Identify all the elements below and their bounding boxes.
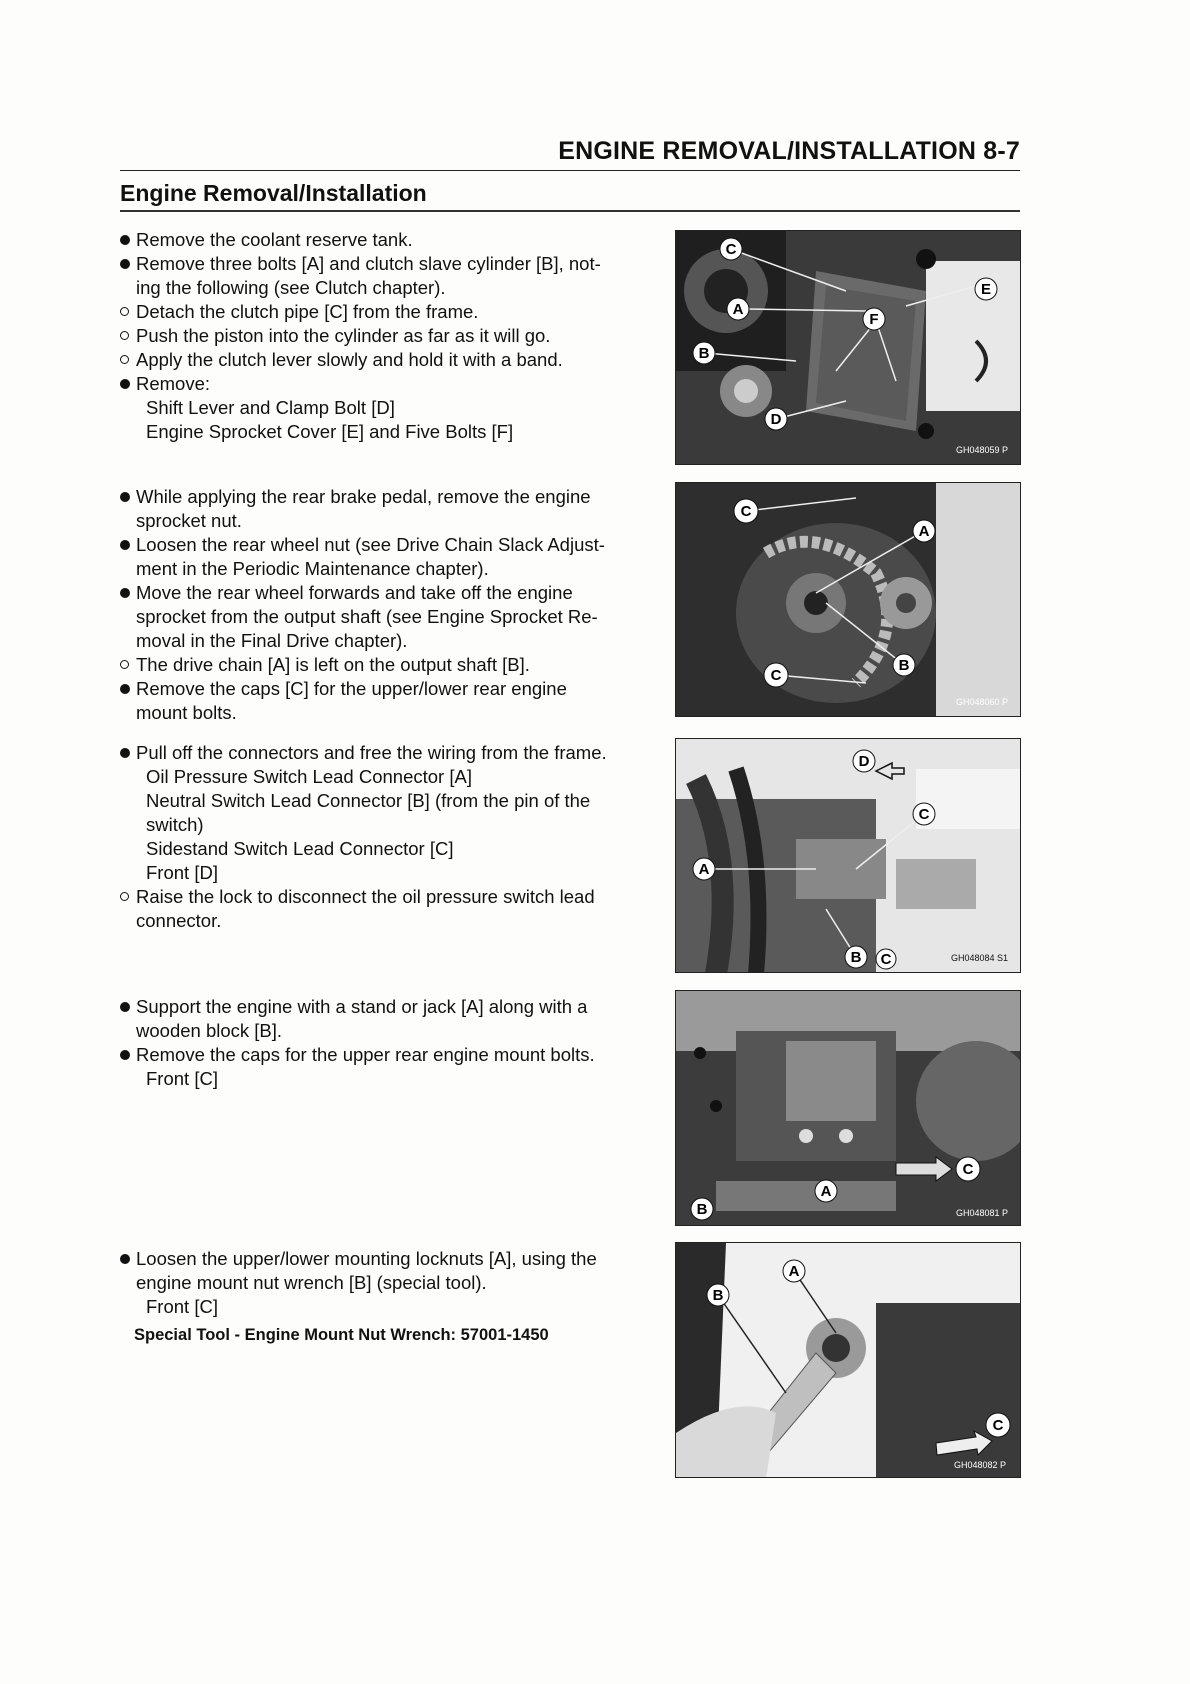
svg-text:C: C xyxy=(725,241,737,258)
sub-step-icon xyxy=(120,355,129,364)
instruction-line: Remove the coolant reserve tank. xyxy=(120,228,650,252)
list-item: Front [C] xyxy=(146,1296,218,1317)
bullet-icon xyxy=(120,748,130,758)
instruction-line: The drive chain [A] is left on the output shaft [B]. xyxy=(120,653,650,677)
photo-mount-nut-wrench xyxy=(675,1242,1021,1478)
bullet-icon xyxy=(120,1050,130,1060)
photo-illustration xyxy=(676,991,1021,1226)
header-rule xyxy=(120,170,1020,171)
photo-illustration xyxy=(676,739,1021,973)
instruction-line: Detach the clutch pipe [C] from the frame. xyxy=(120,300,650,324)
instruction-line: connector. xyxy=(136,910,222,931)
instruction-line: mount bolts. xyxy=(136,702,237,723)
svg-text:A: A xyxy=(698,861,710,878)
sub-step-icon xyxy=(120,660,129,669)
sub-step-icon xyxy=(120,307,129,316)
photo-engine-support xyxy=(675,990,1021,1226)
instruction-line: Remove the caps [C] for the upper/lower rear engine xyxy=(120,677,650,701)
instruction-line: Pull off the connectors and free the wiring from the frame. xyxy=(120,741,650,765)
instruction-line: Push the piston into the cylinder as far as it will go. xyxy=(120,324,650,348)
list-item: Sidestand Switch Lead Connector [C] xyxy=(146,838,454,859)
photo-engine-sprocket-cover xyxy=(675,230,1021,465)
bullet-icon xyxy=(120,259,130,269)
list-item: Neutral Switch Lead Connector [B] (from the pin of the xyxy=(146,790,591,811)
bullet-icon xyxy=(120,540,130,550)
instruction-line: Remove: xyxy=(120,372,650,396)
svg-text:B: B xyxy=(850,949,862,966)
instruction-line: moval in the Final Drive chapter). xyxy=(136,630,408,651)
special-tool-note: Special Tool - Engine Mount Nut Wrench: 57001-1450 xyxy=(134,1326,549,1344)
step-5-text xyxy=(120,1247,650,1347)
instruction-line: ment in the Periodic Maintenance chapter). xyxy=(136,558,489,579)
svg-text:C: C xyxy=(770,667,782,684)
photo-illustration xyxy=(676,483,1021,717)
instruction-line: sprocket from the output shaft (see Engine Sprocket Re- xyxy=(136,606,598,627)
svg-text:A: A xyxy=(732,301,744,318)
sub-step-icon xyxy=(120,892,129,901)
bullet-icon xyxy=(120,588,130,598)
svg-text:B: B xyxy=(696,1201,708,1218)
step-3-text xyxy=(120,741,650,933)
photo-illustration xyxy=(676,231,1021,465)
svg-text:A: A xyxy=(918,523,930,540)
list-item: Oil Pressure Switch Lead Connector [A] xyxy=(146,766,472,787)
list-item: switch) xyxy=(146,814,204,835)
instruction-line: ing the following (see Clutch chapter). xyxy=(136,277,446,298)
page-header xyxy=(0,0,1190,210)
instruction-line: Loosen the rear wheel nut (see Drive Chain Slack Adjust- xyxy=(120,533,650,557)
section-title-rule xyxy=(120,210,1020,212)
instruction-line: Loosen the upper/lower mounting locknuts [A], using the xyxy=(120,1247,650,1271)
svg-text:C: C xyxy=(992,1417,1004,1434)
photo-illustration xyxy=(676,1243,1021,1478)
svg-text:C: C xyxy=(740,503,752,520)
svg-text:A: A xyxy=(788,1263,800,1280)
instruction-line: Remove the caps for the upper rear engine mount bolts. xyxy=(120,1043,650,1067)
photo-wiring-connectors xyxy=(675,738,1021,973)
instruction-line: Remove three bolts [A] and clutch slave cylinder [B], not- xyxy=(120,252,650,276)
sub-step-icon xyxy=(120,331,129,340)
instruction-line: While applying the rear brake pedal, remove the engine xyxy=(120,485,650,509)
instruction-line: Move the rear wheel forwards and take off the engine xyxy=(120,581,650,605)
instruction-line: wooden block [B]. xyxy=(136,1020,283,1041)
svg-text:B: B xyxy=(898,657,910,674)
svg-text:D: D xyxy=(770,411,782,428)
svg-text:D: D xyxy=(858,753,870,770)
section-title: Engine Removal/Installation xyxy=(120,180,427,206)
bullet-icon xyxy=(120,1002,130,1012)
svg-text:B: B xyxy=(698,345,710,362)
list-item: Front [C] xyxy=(146,1068,218,1089)
instruction-line: engine mount nut wrench [B] (special tool). xyxy=(136,1272,487,1293)
photo-code: GH048081 P xyxy=(956,1208,1009,1218)
list-item: Engine Sprocket Cover [E] and Five Bolts [F] xyxy=(146,421,514,442)
svg-text:F: F xyxy=(869,311,879,328)
running-head: ENGINE REMOVAL/INSTALLATION 8-7 xyxy=(558,137,1020,165)
list-item: Front [D] xyxy=(146,862,218,883)
svg-text:E: E xyxy=(980,281,992,298)
svg-text:C: C xyxy=(962,1161,974,1178)
photo-code: GH048084 S1 xyxy=(951,953,1009,963)
instruction-line: Support the engine with a stand or jack [A] along with a xyxy=(120,995,650,1019)
bullet-icon xyxy=(120,492,130,502)
bullet-icon xyxy=(120,235,130,245)
instruction-line: Raise the lock to disconnect the oil pressure switch lead xyxy=(120,885,650,909)
instruction-line: Apply the clutch lever slowly and hold it with a band. xyxy=(120,348,650,372)
svg-text:C: C xyxy=(918,806,930,823)
step-4-text xyxy=(120,995,650,1091)
step-2-text xyxy=(120,485,650,725)
step-1-text xyxy=(120,228,650,444)
photo-drive-chain xyxy=(675,482,1021,717)
svg-text:C: C xyxy=(880,951,892,968)
list-item: Shift Lever and Clamp Bolt [D] xyxy=(146,397,395,418)
svg-text:A: A xyxy=(820,1183,832,1200)
svg-text:B: B xyxy=(712,1287,724,1304)
photo-code: GH048082 P xyxy=(954,1460,1007,1470)
photo-code: GH048060 P xyxy=(956,697,1009,707)
bullet-icon xyxy=(120,379,130,389)
instruction-line: sprocket nut. xyxy=(136,510,242,531)
bullet-icon xyxy=(120,1254,130,1264)
photo-code: GH048059 P xyxy=(956,445,1009,455)
bullet-icon xyxy=(120,684,130,694)
